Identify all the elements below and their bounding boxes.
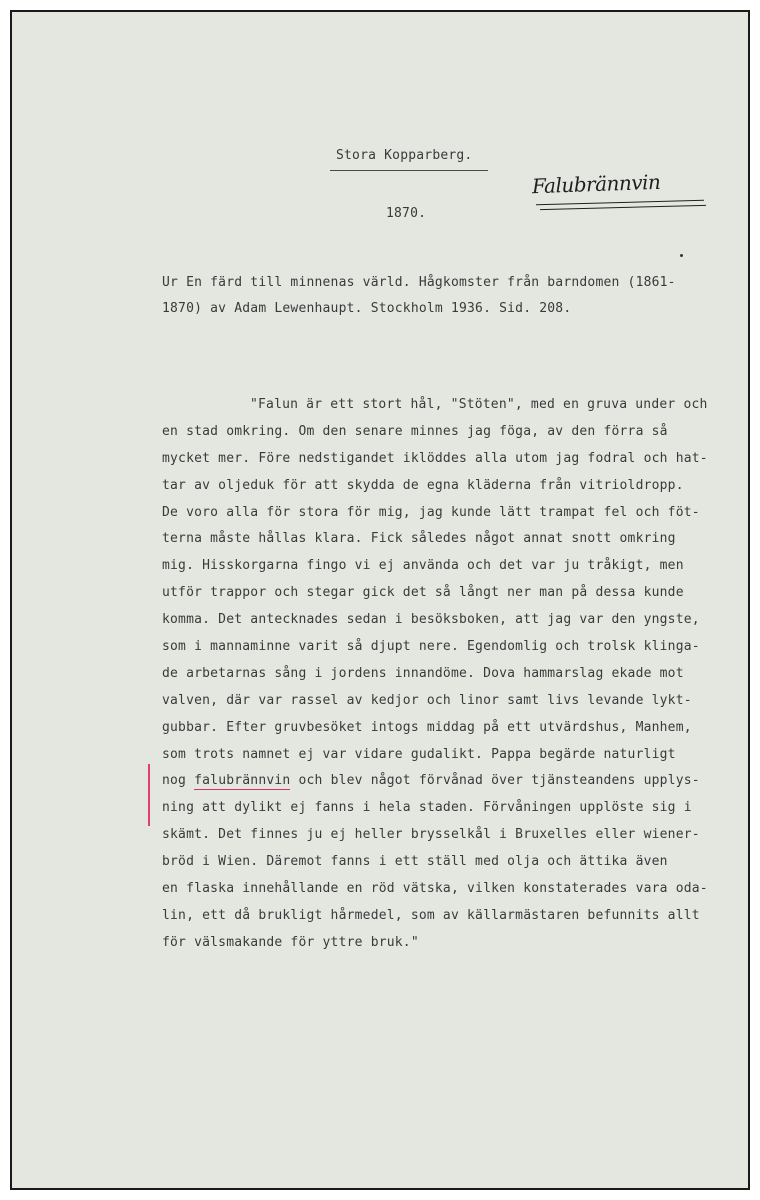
- quote-line: terna måste hållas klara. Fick således något annat snott omkring: [162, 531, 676, 547]
- quote-line: tar av oljeduk för att skydda de egna kläderna från vitrioldropp.: [162, 477, 684, 493]
- document-year: 1870.: [386, 206, 427, 221]
- quote-line: lin, ett då brukligt hårmedel, som av källarmästaren befunnits allt: [162, 907, 700, 923]
- handwritten-underline-second: [540, 205, 706, 210]
- quote-line: gubbar. Efter gruvbesöket intogs middag på ett utvärdshus, Manhem,: [162, 719, 692, 735]
- quote-line: för välsmakande för yttre bruk.": [162, 934, 419, 950]
- quote-line: som i mannaminne varit så djupt nere. Egendomlig och trolsk klinga-: [162, 639, 700, 655]
- source-line: 1870) av Adam Lewenhaupt. Stockholm 1936. Sid. 208.: [162, 301, 572, 316]
- handwritten-annotation: Falubrännvin: [531, 169, 661, 199]
- quote-body: [162, 392, 708, 957]
- quote-line: ning att dylikt ej fanns i hela staden. Förvåningen upplöste sig i: [162, 800, 692, 816]
- red-margin-mark: [148, 764, 150, 826]
- quote-line-marked: [162, 768, 708, 795]
- quote-line-rest: och blev något förvånad över tjänsteandens upplys-: [290, 773, 700, 789]
- source-line: Ur En färd till minnenas värld. Hågkomster från barndomen (1861-: [162, 275, 676, 290]
- quote-line: mig. Hisskorgarna fingo vi ej använda och det var ju tråkigt, men: [162, 558, 684, 574]
- quote-line: de arbetarnas sång i jordens innandöme. Dova hammarslag ekade mot: [162, 665, 684, 681]
- quote-line: mycket mer. Före nedstigandet iklöddes alla utom jag fodral och hat-: [162, 450, 708, 466]
- quote-line: som trots namnet ej var vidare gudalikt. Pappa begärde naturligt: [162, 746, 676, 762]
- quote-line: valven, där var rassel av kedjor och linor samt livs levande lykt-: [162, 692, 692, 708]
- quote-line: "Falun är ett stort hål, "Stöten", med en gruva under och: [250, 397, 708, 412]
- document-page: [10, 10, 750, 1190]
- quote-line: utför trappor och stegar gick det så långt ner man på dessa kunde: [162, 585, 684, 601]
- quote-line: en stad omkring. Om den senare minnes jag föga, av den förra så: [162, 423, 668, 439]
- source-citation: [162, 270, 676, 322]
- handwritten-underline: [536, 200, 704, 205]
- document-heading: Stora Kopparberg.: [336, 148, 473, 163]
- quote-line-start: nog: [162, 773, 195, 789]
- quote-line: skämt. Det finnes ju ej heller brysselkål i Bruxelles eller wiener-: [162, 827, 700, 843]
- ink-dot: [680, 254, 683, 257]
- quote-line: bröd i Wien. Däremot fanns i ett ställ med olja och ättika även: [162, 854, 668, 870]
- red-underlined-word: falubrännvin: [194, 773, 291, 789]
- quote-line: komma. Det antecknades sedan i besöksboken, att jag var den yngste,: [162, 612, 700, 628]
- heading-underline: [330, 170, 488, 171]
- quote-line: en flaska innehållande en röd vätska, vilken konstaterades vara oda-: [162, 881, 708, 897]
- quote-line: De voro alla för stora för mig, jag kunde lätt trampat fel och föt-: [162, 504, 700, 520]
